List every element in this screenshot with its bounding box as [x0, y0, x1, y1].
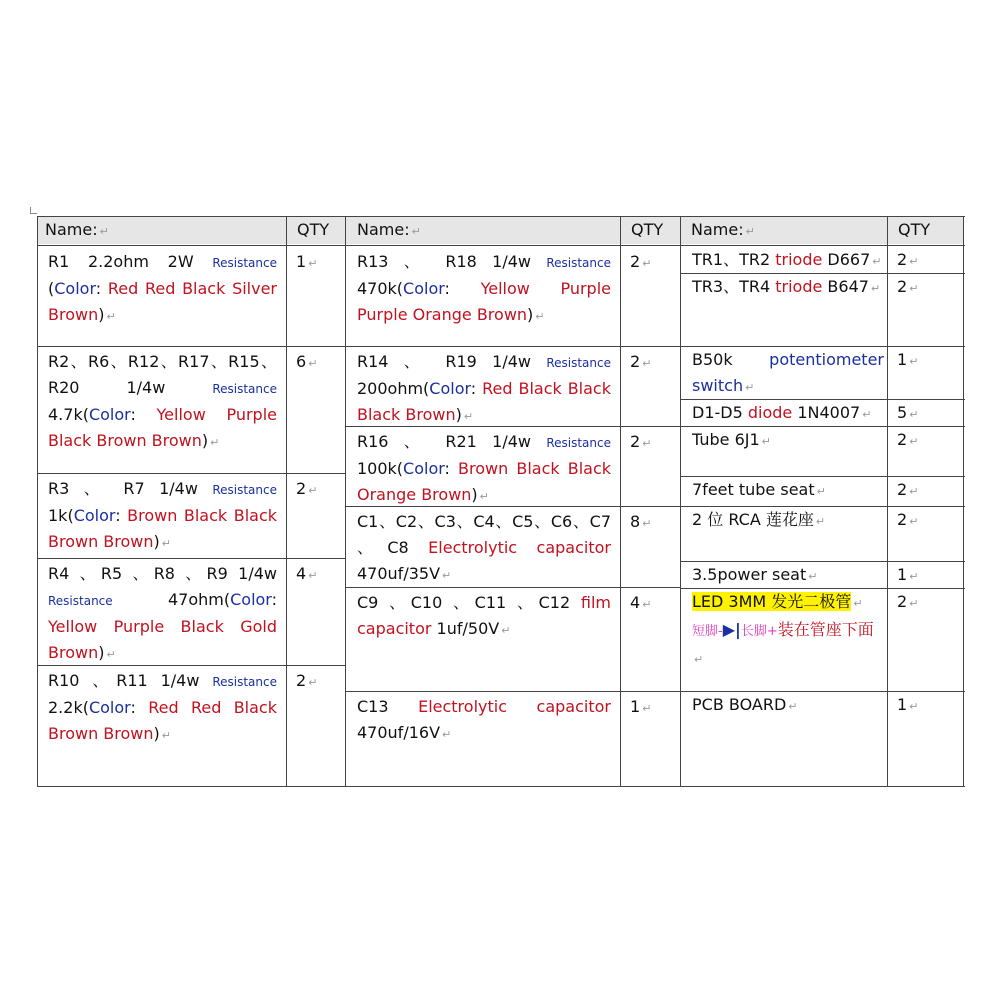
table-bottom-border — [37, 786, 965, 787]
para-mark: ↵ — [745, 381, 755, 394]
para-mark: ↵ — [909, 570, 919, 583]
header-name-2 — [346, 216, 620, 244]
col3-row-7-qty-value: 2 — [897, 510, 908, 529]
row-divider — [37, 473, 346, 474]
col3-row-10-qty — [888, 692, 948, 720]
para-mark: ↵ — [872, 255, 882, 268]
para-mark: ↵ — [642, 357, 652, 370]
para-mark: ↵ — [642, 257, 652, 270]
col2-row-4-type: Electrolytic capacitor — [428, 538, 611, 557]
row-divider — [681, 426, 965, 427]
col2-row-3-close: ) — [471, 485, 478, 504]
col3-row-9-long-leg: 长脚+ — [740, 624, 778, 639]
col2-row-2-colon: : — [470, 379, 483, 398]
col-divider — [345, 216, 346, 786]
col3-row-9-qty — [888, 589, 948, 617]
col3-row-1-value: D667 — [822, 250, 871, 269]
col2-row-3-designator: R16 、 R21 1/4w — [357, 432, 547, 451]
col2-row-1-type: Resistance — [546, 256, 611, 270]
col1-row-3-color-label: Color — [73, 506, 116, 525]
col2-row-2-type: Resistance — [546, 356, 611, 370]
para-mark: ↵ — [853, 597, 863, 610]
col2-row-3-type: Resistance — [546, 436, 611, 450]
para-mark: ↵ — [308, 257, 318, 270]
col3-row-10-designator: PCB BOARD — [692, 695, 787, 714]
para-mark: ↵ — [642, 437, 652, 450]
para-mark: ↵ — [642, 517, 652, 530]
para-mark: ↵ — [694, 653, 704, 666]
col3-row-2-type: triode — [775, 277, 823, 296]
para-mark: ↵ — [642, 702, 652, 715]
parts-table — [37, 216, 965, 788]
col3-row-4-qty-value: 5 — [897, 403, 908, 422]
col2-row-2-colors: Red Black Black Black Brown — [357, 379, 611, 424]
col2-row-1-value: 470k( — [357, 279, 404, 298]
col3-row-5-qty-value: 2 — [897, 430, 908, 449]
diode-icon: ▶| — [722, 620, 741, 639]
header-name-1 — [37, 216, 286, 244]
col2-row-6-qty — [621, 694, 671, 722]
col2-row-5-designator: C9 、C10 、C11 、C12 — [357, 593, 581, 612]
col1-row-4-colors: Yellow Purple Black Gold Brown — [48, 617, 277, 662]
col1-row-5-value: 2.2k( — [48, 698, 89, 717]
col2-row-1-close: ) — [527, 305, 534, 324]
col3-row-1-name — [692, 247, 884, 275]
col1-row-2-value: 4.7k( — [48, 405, 89, 424]
para-mark: ↵ — [501, 624, 511, 637]
row-divider — [681, 399, 965, 400]
col1-row-3-value: 1k( — [48, 506, 74, 525]
para-mark: ↵ — [909, 408, 919, 421]
col3-row-8-name — [692, 562, 884, 590]
col3-row-3-designator: B50k — [692, 350, 770, 369]
col3-row-4-qty — [888, 400, 948, 428]
col2-row-3-color-label: Color — [403, 459, 445, 478]
para-mark: ↵ — [308, 676, 318, 689]
col2-row-4-designator: C1、C2、C3、C4、C5、C6、C7 、C8 — [357, 512, 611, 557]
col1-row-2-colors: Yellow Purple Black Brown Brown — [48, 405, 277, 450]
para-mark: ↵ — [308, 484, 318, 497]
col3-row-2-qty — [888, 274, 948, 302]
col1-row-4-value: 47ohm( — [112, 590, 231, 609]
col2-row-1-qty-value: 2 — [630, 252, 641, 271]
col2-row-1-colors: Yellow Purple Purple Orange Brown — [357, 279, 611, 324]
col2-row-3-colon: : — [444, 459, 459, 478]
col1-row-3-type: Resistance — [212, 483, 277, 497]
row-divider — [346, 587, 681, 588]
col3-row-9-short-leg: 短脚- — [692, 624, 723, 639]
col2-row-5-type: film capacitor — [357, 593, 611, 638]
para-mark: ↵ — [909, 282, 919, 295]
col2-row-6-qty-value: 1 — [630, 697, 641, 716]
col1-row-2-close: ) — [201, 431, 209, 450]
para-mark: ↵ — [210, 436, 220, 449]
para-mark: ↵ — [106, 648, 116, 661]
col2-row-5-name — [357, 590, 611, 644]
col1-row-5-color-label: Color — [88, 698, 131, 717]
col3-row-2-designator: TR3、TR4 — [692, 277, 776, 296]
col2-row-1-qty — [621, 249, 671, 277]
col1-row-2-type: Resistance — [212, 382, 277, 396]
col3-row-5-name — [692, 427, 884, 455]
col1-row-4-colon: : — [271, 590, 277, 609]
col2-row-6-designator: C13 — [357, 697, 419, 716]
col1-row-1-close: ) — [98, 305, 105, 324]
col2-row-3-qty — [621, 429, 671, 457]
row-divider — [346, 506, 681, 507]
col2-row-5-value: 1uf/50V — [431, 619, 500, 638]
para-mark: ↵ — [909, 515, 919, 528]
para-mark: ↵ — [862, 408, 872, 421]
col1-row-3-close: ) — [153, 532, 160, 551]
para-mark: ↵ — [870, 282, 881, 295]
col3-row-4-name — [692, 400, 884, 428]
col3-row-9-name — [692, 589, 884, 673]
col3-row-7-designator: 2 位 RCA 莲花座 — [692, 510, 814, 529]
col3-row-9-qty-value: 2 — [897, 592, 908, 611]
header-qty-1 — [287, 216, 345, 244]
header-name-3 — [681, 216, 887, 244]
para-mark: ↵ — [479, 490, 489, 503]
para-mark: ↵ — [909, 435, 919, 448]
col1-row-1-color-label: Color — [54, 279, 96, 298]
col1-row-5-designator: R10 、R11 1/4w — [48, 671, 213, 690]
col2-row-2-designator: R14 、 R19 1/4w — [357, 352, 547, 371]
col2-row-6-value: 470uf/16V — [357, 723, 441, 742]
col1-row-1-colon: : — [95, 279, 108, 298]
para-mark: ↵ — [816, 485, 826, 498]
para-mark: ↵ — [909, 597, 919, 610]
para-mark: ↵ — [909, 700, 919, 713]
col1-row-3-colon: : — [115, 506, 128, 525]
col1-row-2-color-label: Color — [88, 405, 131, 424]
col1-row-4-qty-value: 4 — [296, 564, 307, 583]
col2-row-2-qty — [621, 349, 671, 377]
col3-row-5-qty — [888, 427, 948, 455]
col3-row-8-qty — [888, 562, 948, 590]
col2-row-4-name — [357, 509, 611, 589]
col3-row-1-designator: TR1、TR2 — [692, 250, 776, 269]
col3-row-3-qty — [888, 347, 948, 375]
col1-row-5-close: ) — [153, 724, 160, 743]
col3-row-3-qty-value: 1 — [897, 350, 908, 369]
col2-row-5-qty-value: 4 — [630, 593, 641, 612]
col2-row-2-name — [357, 349, 611, 430]
col3-row-2-qty-value: 2 — [897, 277, 908, 296]
col2-row-2-value: 200ohm( — [357, 379, 430, 398]
col1-row-5-colon: : — [130, 698, 149, 717]
row-divider — [346, 426, 681, 427]
para-mark: ↵ — [815, 515, 826, 528]
para-mark: ↵ — [808, 570, 818, 583]
col3-row-4-value: 1N4007 — [792, 403, 861, 422]
para-mark: ↵ — [909, 485, 919, 498]
header-qty-2-label: QTY — [631, 220, 664, 239]
row-divider — [681, 588, 965, 589]
col3-row-10-qty-value: 1 — [897, 695, 908, 714]
row-divider — [346, 691, 681, 692]
col-divider — [680, 216, 681, 786]
para-mark: ↵ — [161, 537, 171, 550]
col1-row-4-color-label: Color — [230, 590, 272, 609]
para-mark: ↵ — [463, 410, 474, 423]
col1-row-3-designator: R3 、 R7 1/4w — [48, 479, 213, 498]
col1-row-1-name — [48, 249, 277, 330]
row-divider — [681, 476, 965, 477]
header-qty-3-label: QTY — [898, 220, 931, 239]
col2-row-1-color-label: Color — [403, 279, 445, 298]
col1-row-2-colon: : — [130, 405, 157, 424]
col3-row-6-qty-value: 2 — [897, 480, 908, 499]
para-mark: ↵ — [161, 729, 171, 742]
col1-row-4-name — [48, 561, 277, 668]
header-qty-2 — [621, 216, 680, 244]
col1-row-5-qty — [287, 668, 337, 696]
col1-row-4-qty — [287, 561, 337, 589]
col3-row-1-type: triode — [775, 250, 823, 269]
row-divider — [681, 561, 965, 562]
col1-row-3-qty — [287, 476, 337, 504]
col3-row-10-name — [692, 692, 884, 720]
col1-row-2-qty — [287, 349, 337, 377]
row-divider — [37, 665, 346, 666]
para-mark: ↵ — [308, 569, 318, 582]
col1-row-3-qty-value: 2 — [296, 479, 307, 498]
col1-row-4-close: ) — [98, 643, 105, 662]
header-qty-3 — [888, 216, 963, 244]
para-mark: ↵ — [99, 225, 109, 238]
col3-row-3-name — [692, 347, 884, 401]
table-right-border — [963, 216, 964, 786]
col3-row-8-qty-value: 1 — [897, 565, 908, 584]
col1-row-1-colors: Red Red Black Silver Brown — [48, 279, 278, 324]
para-mark: ↵ — [761, 435, 771, 448]
para-mark: ↵ — [745, 225, 755, 238]
col3-row-1-qty — [888, 247, 948, 275]
col3-row-6-qty — [888, 477, 948, 505]
col1-row-3-colors: Brown Black Black Brown Brown — [48, 506, 277, 551]
header-qty-1-label: QTY — [297, 220, 330, 239]
col1-row-5-type: Resistance — [212, 675, 277, 689]
para-mark: ↵ — [442, 728, 452, 741]
col1-row-2-qty-value: 6 — [296, 352, 307, 371]
col3-row-3-type: potentiometer switch — [692, 350, 884, 395]
col2-row-1-name — [357, 249, 611, 330]
header-name-1-label: Name: — [45, 220, 98, 239]
col3-row-6-designator: 7feet tube seat — [692, 480, 815, 499]
col1-row-5-colors: Red Red Black Brown Brown — [48, 698, 277, 743]
row-divider — [37, 346, 346, 347]
col3-row-8-designator: 3.5power seat — [692, 565, 807, 584]
col2-row-4-qty-value: 8 — [630, 512, 641, 531]
table-top-border — [37, 216, 965, 217]
col1-row-1-qty — [287, 249, 337, 277]
col1-row-2-name — [48, 349, 277, 456]
col3-row-4-designator: D1-D5 — [692, 403, 748, 422]
para-mark: ↵ — [442, 569, 452, 582]
col1-row-3-name — [48, 476, 277, 557]
col3-row-7-name — [692, 507, 884, 535]
header-name-2-label: Name: — [357, 220, 410, 239]
row-divider — [681, 691, 965, 692]
col2-row-4-qty — [621, 509, 671, 537]
col1-row-5-qty-value: 2 — [296, 671, 307, 690]
row-divider — [37, 558, 346, 559]
para-mark: ↵ — [909, 255, 919, 268]
table-left-border — [37, 216, 38, 786]
para-mark: ↵ — [788, 700, 798, 713]
para-mark: ↵ — [909, 355, 919, 368]
para-mark: ↵ — [642, 598, 652, 611]
col3-row-1-qty-value: 2 — [897, 250, 908, 269]
col1-row-1-type: Resistance — [212, 256, 277, 270]
col3-row-9-mount: 装在管座下面 — [777, 620, 874, 639]
col1-row-4-designator: R4 、R5 、R8 、R9 1/4w — [48, 564, 277, 583]
col2-row-4-value: 470uf/35V — [357, 564, 441, 583]
col3-row-2-value: B647 — [822, 277, 869, 296]
col2-row-6-type: Electrolytic capacitor — [418, 697, 611, 716]
col2-row-3-qty-value: 2 — [630, 432, 641, 451]
col2-row-2-qty-value: 2 — [630, 352, 641, 371]
col1-row-5-name — [48, 668, 277, 749]
col3-row-7-qty — [888, 507, 948, 535]
page-corner-mark — [30, 207, 37, 214]
row-divider — [681, 346, 965, 347]
col1-row-1-designator: R1 2.2ohm 2W — [48, 252, 213, 271]
col1-row-1-value: ( — [48, 279, 55, 298]
col1-row-2-designator: R2、R6、R12、R17、R15、R20 1/4w — [48, 352, 277, 397]
col3-row-9-led: LED 3MM 发光二极管 — [692, 592, 852, 611]
para-mark: ↵ — [535, 310, 545, 323]
col1-row-4-type: Resistance — [48, 594, 113, 608]
para-mark: ↵ — [106, 310, 116, 323]
col3-row-2-name — [692, 274, 884, 302]
header-name-3-label: Name: — [691, 220, 744, 239]
row-divider — [681, 273, 965, 274]
col2-row-1-designator: R13 、 R18 1/4w — [357, 252, 547, 271]
row-divider — [681, 506, 965, 507]
col2-row-1-colon: : — [444, 279, 481, 298]
col3-row-5-designator: Tube 6J1 — [692, 430, 760, 449]
col2-row-5-qty — [621, 590, 671, 618]
para-mark: ↵ — [411, 225, 421, 238]
col1-row-1-qty-value: 1 — [296, 252, 307, 271]
col2-row-6-name — [357, 694, 611, 748]
row-divider — [346, 346, 681, 347]
para-mark: ↵ — [308, 357, 318, 370]
col2-row-2-close: ) — [455, 405, 462, 424]
col2-row-3-name — [357, 429, 611, 510]
col2-row-3-colors: Brown Black Black Orange Brown — [357, 459, 611, 504]
header-bottom-border — [37, 245, 965, 246]
col3-row-6-name — [692, 477, 884, 505]
col2-row-2-color-label: Color — [429, 379, 471, 398]
col3-row-4-type: diode — [747, 403, 793, 422]
col2-row-3-value: 100k( — [357, 459, 404, 478]
